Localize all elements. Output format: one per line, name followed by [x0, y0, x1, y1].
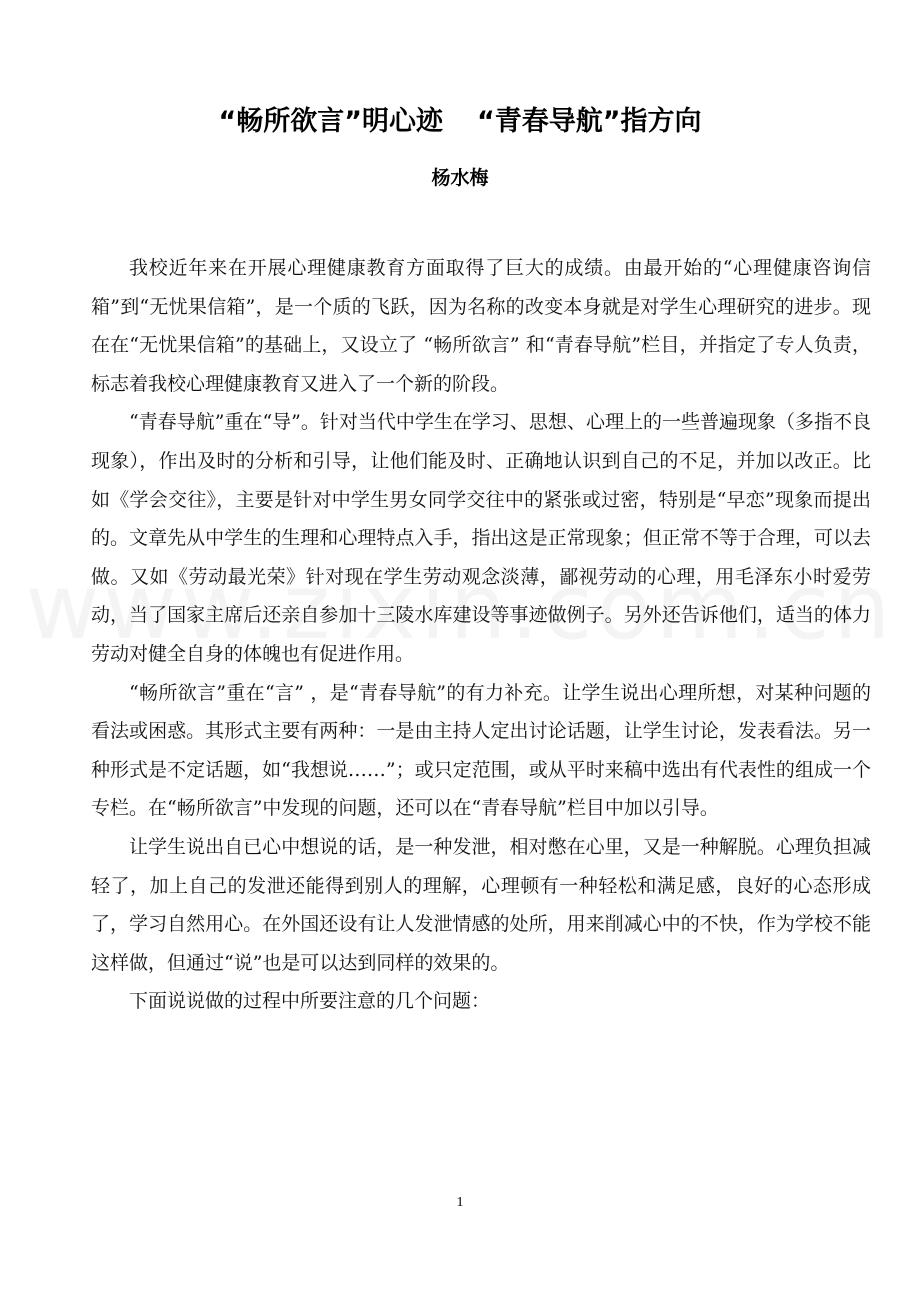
- paragraph-speak-freely: “畅所欲言”重在“言” ，是“青春导航”的有力补充。让学生说出心理所想，对某种问题的看法或困惑。其形式主要有两种：一是由主持人定出讨论话题，让学生讨论，发表看法。另一种形式是不定话题，如“我想说……”；或只定范围，或从平时来稿中选出有代表性的组成一个专栏。在“畅所欲言”中发现的问题，还可以在“青春导航”栏目中加以引导。: [91, 681, 871, 820]
- document-body: [91, 249, 871, 1021]
- document-title: [0, 100, 920, 144]
- paragraph-youth-navigation: “青春导航”重在“导”。针对当代中学生在学习、思想、心理上的一些普遍现象（多指不良现象），作出及时的分析和引导，让他们能及时、正确地认识到自己的不足，并加以改正。比如《学会交往》，主要是针对中学生男女同学交往中的紧张或过密，特别是“早恋”现象而提出的。文章先从中学生的生理和心理特点入手，指出这是正常现象；但正常不等于合理，可以去做。又如《劳动最光荣》针对现在学生劳动观念淡薄，鄙视劳动的心理，用毛泽东小时爱劳动，当了国家主席后还亲自参加十三陵水库建设等事迹做例子。另外还告诉他们，适当的体力劳动对健全自身的体魄也有促进作用。: [91, 411, 871, 665]
- paragraph-expression-benefits: 让学生说出自已心中想说的话，是一种发泄，相对憋在心里，又是一种解脱。心理负担减轻了，加上自己的发泄还能得到别人的理解，心理顿有一种轻松和满足感，良好的心态形成了，学习自然用心。在外国还设有让人发泄情感的处所，用来削减心中的不快，作为学校不能这样做，但通过“说”也是可以达到同样的效果的。: [91, 835, 871, 974]
- page-number: 1: [456, 1195, 464, 1210]
- paragraph-issues-intro: 下面说说做的过程中所要注意的几个问题：: [129, 990, 491, 1013]
- title-part-1: “畅所欲言”明心迹: [218, 106, 443, 137]
- title-part-2: “青春导航”指方向: [477, 106, 702, 137]
- author-name: 杨水梅: [431, 167, 489, 189]
- paragraph-intro: 我校近年来在开展心理健康教育方面取得了巨大的成绩。由最开始的“心理健康咨询信箱”到“无忧果信箱”，是一个质的飞跃，因为名称的改变本身就是对学生心理研究的进步。现在在“无忧果信箱”的基础上，又设立了 “畅所欲言” 和“青春导航”栏目，并指定了专人负责，标志着我校心理健康教育又进入了一个新的阶段。: [91, 257, 871, 395]
